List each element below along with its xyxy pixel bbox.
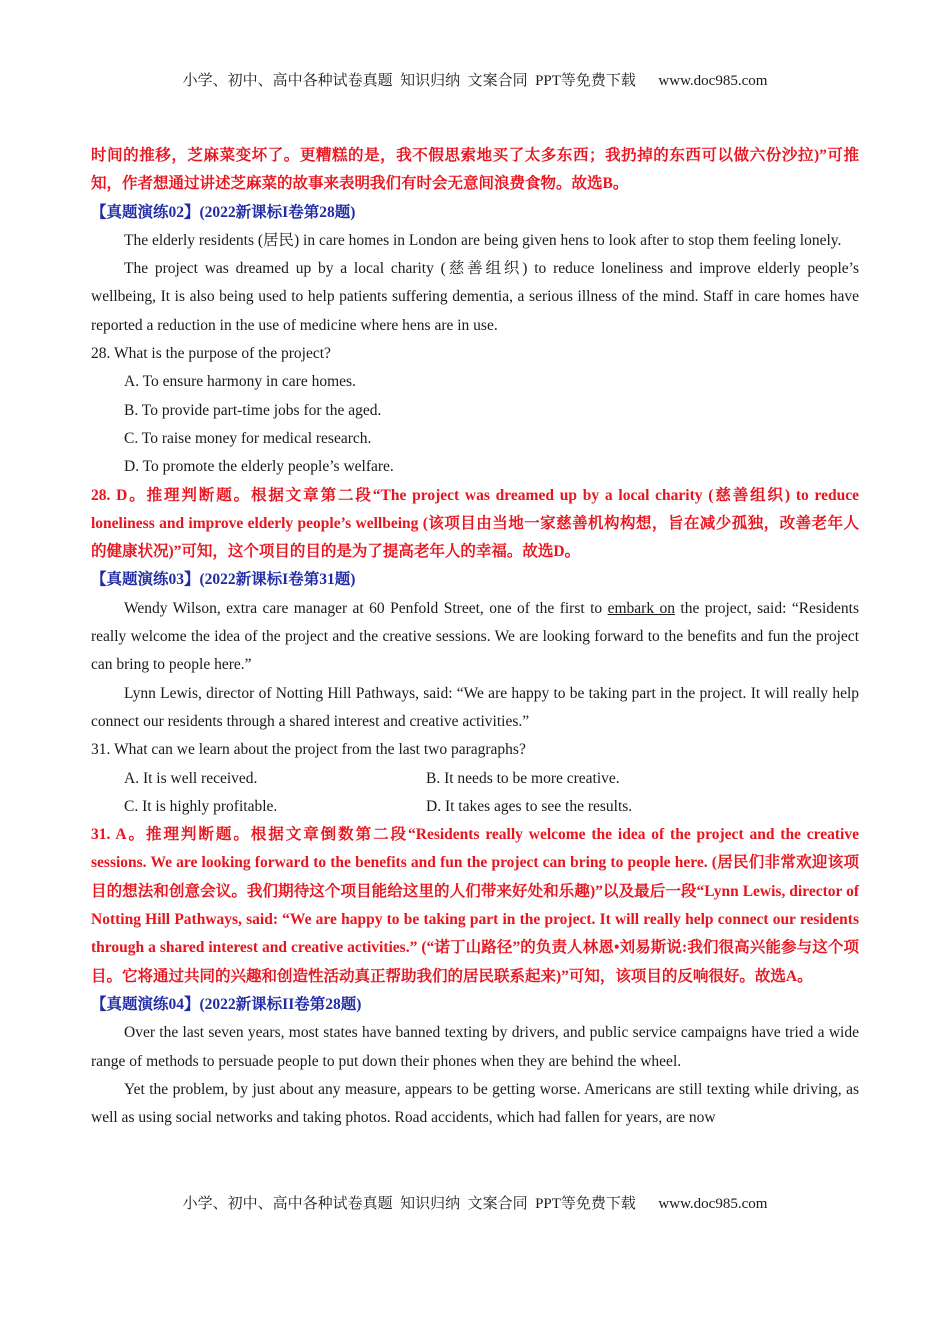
options-31-row-1 bbox=[91, 765, 859, 793]
options-31-row-2 bbox=[91, 793, 859, 821]
page-content bbox=[91, 142, 859, 1132]
question-31: 31. What can we learn about the project from the last two paragraphs? bbox=[91, 741, 526, 759]
section-heading-02: 【真题演练02】(2022新课标I卷第28题) bbox=[91, 203, 356, 221]
section-heading-04: 【真题演练04】(2022新课标II卷第28题) bbox=[91, 995, 362, 1013]
passage-02-paragraph-2: The project was dreamed up by a local charity (慈善组织) to reduce loneliness and improve elderly people’s wellbeing, It is also being used to help patients suffering dementia, a serious illness of the mind. Staff in care homes have reported a reduction in the use of medicine where hens are in use. bbox=[91, 260, 859, 334]
option-31-c: C. It is highly profitable. bbox=[124, 797, 278, 815]
passage-03-paragraph-2: Lynn Lewis, director of Notting Hill Pathways, said: “We are happy to be taking part in the project. It will really help connect our residents through a shared interest and creative activities.” bbox=[91, 684, 859, 730]
page-footer: 小学、初中、高中各种试卷真题 知识归纳 文案合同 PPT等免费下载 www.doc985.com bbox=[182, 1196, 768, 1212]
option-28-d: D. To promote the elderly people’s welfare. bbox=[124, 458, 394, 476]
previous-answer-tail: 时间的推移，芝麻菜变坏了。更糟糕的是，我不假思索地买了太多东西；我扔掉的东西可以做六份沙拉)”可推知，作者想通过讲述芝麻菜的故事来表明我们有时会无意间浪费食物。故选B。 bbox=[91, 147, 859, 193]
passage-03-text-b: the project, said: “Residents really welcome the idea of the project and the creative sessions. We are looking forward to the benefits and fun the project can bring to people here.” bbox=[91, 599, 859, 674]
answer-31: 31. A。推理判断题。根据文章倒数第二段“Residents really welcome the idea of the project and the creative sessions. We are looking forward to the benefits and fun the project can bring to people here. (居民们非常欢迎该项目的想法和创意会议。我们期待这个项目能给这里的人们带来好处和乐趣)”以及最后一段“Lynn Lewis, director of Notting Hill Pathways, said: “We are happy to be taking part in the project. It will really help connect our residents through a shared interest and creative activities.” (“诺丁山路径”的负责人林恩•刘易斯说:我们很高兴能参与这个项目。它将通过共同的兴趣和创造性活动真正帮助我们的居民联系起来)”可知，该项目的反响很好。故选A。 bbox=[91, 826, 859, 985]
passage-03-paragraph-1 bbox=[91, 595, 859, 680]
option-28-c: C. To raise money for medical research. bbox=[124, 429, 372, 447]
option-28-a: A. To ensure harmony in care homes. bbox=[124, 373, 356, 391]
question-28: 28. What is the purpose of the project? bbox=[91, 345, 331, 363]
passage-04-paragraph-1: Over the last seven years, most states have banned texting by drivers, and public service campaigns have tried a wide range of methods to persuade people to put down their phones when they are behind the wheel. bbox=[91, 1024, 859, 1070]
answer-28: 28. D。推理判断题。根据文章第二段“The project was dreamed up by a local charity (慈善组织) to reduce loneliness and improve elderly people’s wellbeing (该项目由当地一家慈善机构构想，旨在减少孤独，改善老年人的健康状况)”可知，这个项目的目的是为了提高老年人的幸福。故选D。 bbox=[91, 486, 859, 561]
passage-03-text-a: Wendy Wilson, extra care manager at 60 Penfold Street, one of the first to bbox=[124, 599, 608, 617]
page-header: 小学、初中、高中各种试卷真题 知识归纳 文案合同 PPT等免费下载 www.doc985.com bbox=[182, 73, 768, 89]
option-31-a: A. It is well received. bbox=[124, 769, 258, 787]
option-28-b: B. To provide part-time jobs for the aged. bbox=[124, 401, 382, 419]
passage-02-paragraph-1: The elderly residents (居民) in care homes in London are being given hens to look after to stop them feeling lonely. bbox=[124, 231, 842, 249]
passage-04-paragraph-2: Yet the problem, by just about any measure, appears to be getting worse. Americans are still texting while driving, as well as using social networks and taking photos. Road accidents, which had fallen for years, are now bbox=[91, 1080, 859, 1127]
option-31-d: D. It takes ages to see the results. bbox=[426, 797, 633, 815]
section-heading-03: 【真题演练03】(2022新课标I卷第31题) bbox=[91, 571, 356, 589]
option-31-b: B. It needs to be more creative. bbox=[426, 769, 620, 787]
underlined-phrase: embark on bbox=[607, 599, 675, 617]
